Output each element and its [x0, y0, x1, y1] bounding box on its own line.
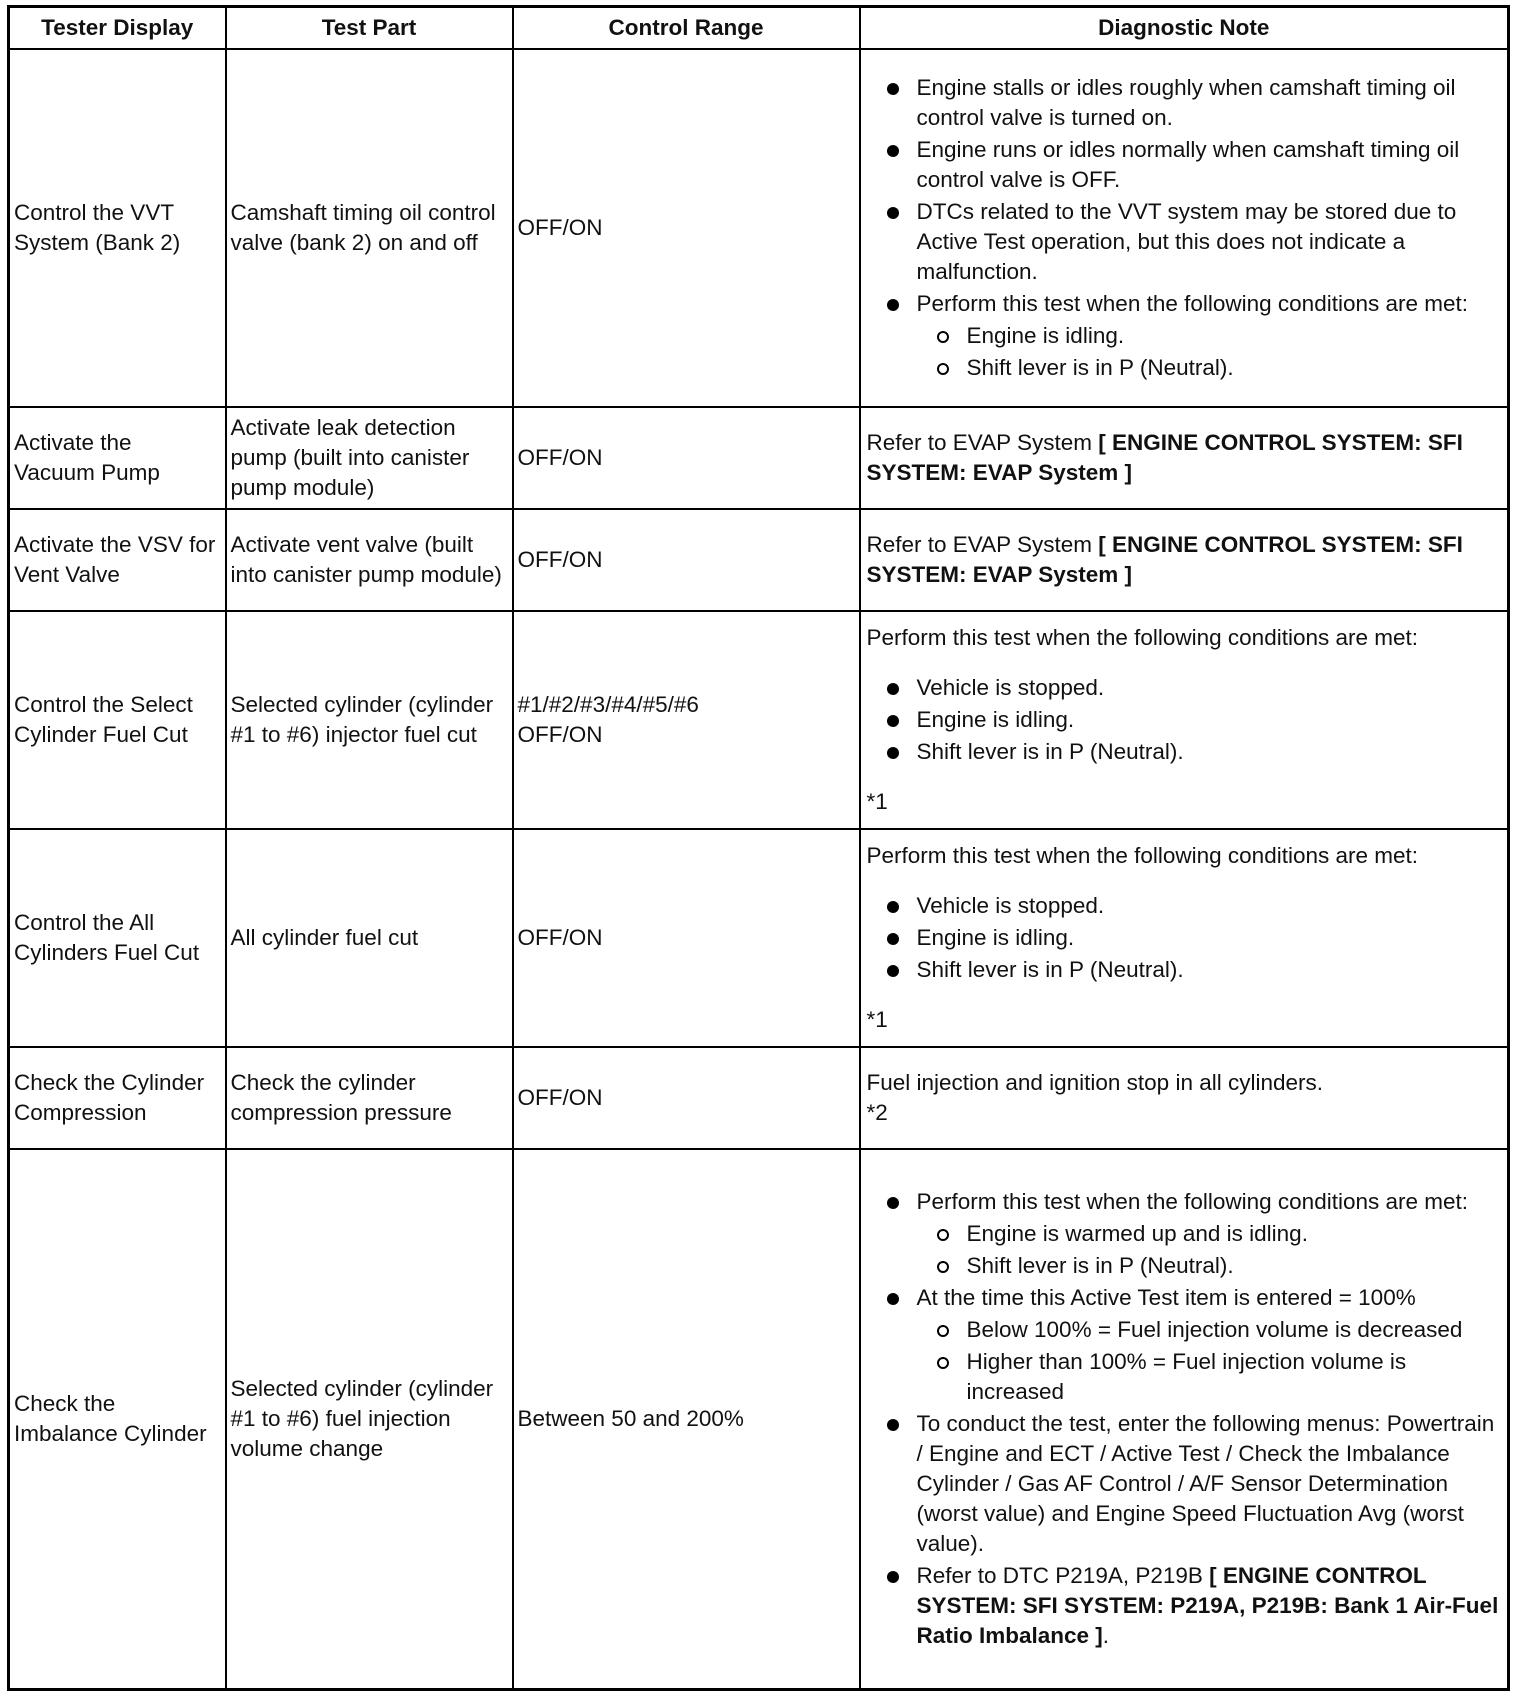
test-part-cell: Check the cylinder compression pressure: [226, 1047, 513, 1149]
table-row: [9, 829, 1509, 1047]
header-row: [9, 7, 1509, 50]
list-item: [867, 1187, 1500, 1281]
test-part-cell: Selected cylinder (cylinder #1 to #6) fuel injection volume change: [226, 1149, 513, 1689]
reference-link[interactable]: [ ENGINE CONTROL SYSTEM: SFI SYSTEM: EVAP System ]: [866, 430, 1463, 485]
footnote: *2: [866, 1100, 888, 1125]
control-range-cell: OFF/ON: [513, 1047, 860, 1149]
control-range-cell: OFF/ON: [513, 49, 860, 407]
reference-link[interactable]: [ ENGINE CONTROL SYSTEM: SFI SYSTEM: EVAP System ]: [866, 532, 1463, 587]
tester-display-cell: Activate the Vacuum Pump: [9, 407, 226, 509]
control-range-cell: Between 50 and 200%: [513, 1149, 860, 1689]
tester-display-cell: Control the VVT System (Bank 2): [9, 49, 226, 407]
sub-list: [917, 321, 1500, 383]
list-item-text: Refer to DTC P219A, P219B: [916, 1562, 1203, 1588]
control-range-cell: OFF/ON: [513, 407, 860, 509]
list-item-suffix: .: [1102, 1622, 1110, 1648]
test-part-cell: Selected cylinder (cylinder #1 to #6) injector fuel cut: [226, 611, 513, 829]
sub-list: [917, 1219, 1500, 1281]
control-range-line: OFF/ON: [517, 722, 603, 747]
diagnostic-note-cell: [860, 611, 1509, 829]
list-item: Shift lever is in P (Neutral).: [867, 955, 1500, 985]
list-item: Vehicle is stopped.: [867, 673, 1500, 703]
test-part-cell: All cylinder fuel cut: [226, 829, 513, 1047]
header-control-range: Control Range: [513, 7, 860, 50]
sub-list-item: Below 100% = Fuel injection volume is decreased: [917, 1315, 1500, 1345]
table-row: [9, 407, 1509, 509]
control-range-cell: OFF/ON: [513, 829, 860, 1047]
note-list: [867, 1187, 1500, 1651]
tester-display-cell: Control the All Cylinders Fuel Cut: [9, 829, 226, 1047]
note-intro: Perform this test when the following conditions are met:: [866, 625, 1419, 650]
reference-link[interactable]: [ ENGINE CONTROL SYSTEM: SFI SYSTEM: P219A, P219B: Bank 1 Air-Fuel Ratio Imbalance ]: [916, 1562, 1499, 1648]
list-item: DTCs related to the VVT system may be stored due to Active Test operation, but this does not indicate a malfunction.: [867, 197, 1500, 287]
tester-display-cell: Activate the VSV for Vent Valve: [9, 509, 226, 611]
note-text: Refer to EVAP System: [866, 532, 1093, 557]
note-list: [867, 73, 1500, 383]
header-diagnostic-note: Diagnostic Note: [860, 7, 1509, 50]
note-text: Refer to EVAP System: [866, 430, 1093, 455]
sub-list-item: Shift lever is in P (Neutral).: [917, 353, 1500, 383]
table-row: [9, 49, 1509, 407]
header-test-part: Test Part: [226, 7, 513, 50]
control-range-cell: [513, 611, 860, 829]
diagnostic-note-cell: [860, 1047, 1509, 1149]
sub-list-item: Engine is warmed up and is idling.: [917, 1219, 1500, 1249]
condition-list: [867, 891, 1500, 985]
list-item: [867, 1561, 1500, 1651]
diagnostic-note-cell: [860, 1149, 1509, 1689]
diagnostic-note-cell: [860, 509, 1509, 611]
control-range-cell: OFF/ON: [513, 509, 860, 611]
control-range-line: #1/#2/#3/#4/#5/#6: [517, 692, 699, 717]
diagnostic-note-cell: [860, 829, 1509, 1047]
active-test-table: [7, 5, 1510, 1691]
test-part-cell: Activate leak detection pump (built into canister pump module): [226, 407, 513, 509]
list-item: Engine runs or idles normally when camshaft timing oil control valve is OFF.: [867, 135, 1500, 195]
note-intro: Perform this test when the following conditions are met:: [866, 843, 1419, 868]
list-item: Engine stalls or idles roughly when camshaft timing oil control valve is turned on.: [867, 73, 1500, 133]
table-row: [9, 509, 1509, 611]
list-item: Shift lever is in P (Neutral).: [867, 737, 1500, 767]
condition-list: [867, 673, 1500, 767]
table-row: [9, 1149, 1509, 1689]
table-row: [9, 1047, 1509, 1149]
tester-display-cell: Control the Select Cylinder Fuel Cut: [9, 611, 226, 829]
tester-display-cell: Check the Cylinder Compression: [9, 1047, 226, 1149]
list-item: To conduct the test, enter the following menus: Powertrain / Engine and ECT / Active Test / Check the Imbalance Cylinder / Gas AF Control / A/F Sensor Determination (worst value) and Engine Speed Fluctuation Avg (worst value).: [867, 1409, 1500, 1559]
list-item: Vehicle is stopped.: [867, 891, 1500, 921]
list-item-text: At the time this Active Test item is entered = 100%: [916, 1284, 1416, 1310]
diagnostic-note-cell: [860, 49, 1509, 407]
list-item-text: Perform this test when the following conditions are met:: [916, 291, 1469, 316]
test-part-cell: Camshaft timing oil control valve (bank 2) on and off: [226, 49, 513, 407]
list-item: [867, 1283, 1500, 1407]
list-item: Engine is idling.: [867, 923, 1500, 953]
list-item: Engine is idling.: [867, 705, 1500, 735]
sub-list-item: Higher than 100% = Fuel injection volume is increased: [917, 1347, 1500, 1407]
sub-list-item: Engine is idling.: [917, 321, 1500, 351]
footnote: *1: [866, 789, 888, 814]
table-row: [9, 611, 1509, 829]
sub-list-item: Shift lever is in P (Neutral).: [917, 1251, 1500, 1281]
list-item: [867, 289, 1500, 383]
test-part-cell: Activate vent valve (built into canister pump module): [226, 509, 513, 611]
sub-list: [917, 1315, 1500, 1407]
footnote: *1: [866, 1007, 888, 1032]
list-item-text: Perform this test when the following conditions are met:: [916, 1188, 1469, 1214]
tester-display-cell: Check the Imbalance Cylinder: [9, 1149, 226, 1689]
header-tester-display: Tester Display: [9, 7, 226, 50]
note-text: Fuel injection and ignition stop in all cylinders.: [866, 1070, 1324, 1095]
diagnostic-note-cell: [860, 407, 1509, 509]
